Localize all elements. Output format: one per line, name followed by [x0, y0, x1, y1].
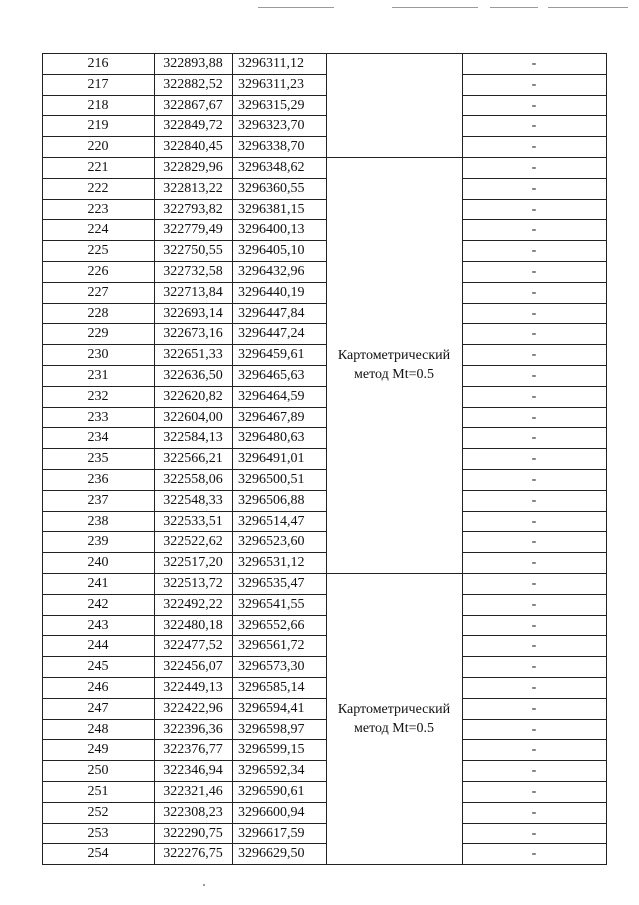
table-vertical-line	[154, 53, 155, 865]
table-horizontal-line	[462, 802, 607, 803]
table-row	[42, 656, 606, 677]
table-vertical-line	[42, 53, 43, 865]
value-cell: -	[531, 680, 537, 695]
table-row	[42, 199, 606, 220]
table-horizontal-line	[42, 261, 327, 262]
table-row	[42, 615, 606, 636]
x-coordinate: 322480,18	[163, 617, 223, 633]
x-coordinate: 322849,72	[163, 118, 223, 134]
table-horizontal-line	[42, 760, 327, 761]
y-coordinate: 3296617,59	[238, 825, 305, 841]
point-number: 247	[87, 700, 109, 716]
table-horizontal-line	[462, 115, 607, 116]
y-coordinate: 3296467,89	[238, 409, 305, 425]
table-horizontal-line	[42, 698, 327, 699]
method-line-1: Картометрический	[337, 701, 451, 717]
value-cell: -	[531, 513, 537, 529]
y-coordinate: 3296405,10	[238, 243, 305, 259]
value-cell: -	[531, 784, 537, 799]
table-horizontal-line	[42, 823, 327, 824]
value-cell: -	[531, 264, 537, 279]
table-horizontal-line	[462, 261, 607, 262]
table-horizontal-line	[462, 739, 607, 740]
table-horizontal-line	[42, 615, 327, 616]
x-coordinate: 322713,84	[163, 284, 223, 300]
point-number: 242	[87, 596, 109, 612]
table-horizontal-line	[462, 635, 607, 636]
value-cell: -	[531, 472, 537, 487]
y-coordinate: 3296506,88	[238, 492, 305, 508]
value-cell: -	[531, 534, 537, 550]
table-row	[42, 386, 606, 407]
x-coordinate: 322308,23	[163, 804, 223, 820]
table-row	[42, 53, 606, 74]
table-row	[42, 365, 606, 386]
table-row	[42, 552, 606, 573]
point-number: 246	[87, 680, 109, 695]
table-horizontal-line	[42, 157, 327, 158]
point-number: 254	[87, 846, 109, 862]
x-coordinate: 322548,33	[163, 492, 223, 508]
y-coordinate: 3296432,96	[238, 264, 305, 279]
y-coordinate: 3296535,47	[238, 576, 305, 591]
table-row	[42, 282, 606, 303]
table-horizontal-line	[462, 448, 607, 449]
y-coordinate: 3296514,47	[238, 513, 305, 529]
x-coordinate: 322813,22	[163, 180, 223, 196]
point-number: 251	[87, 784, 109, 799]
table-row	[42, 802, 606, 823]
y-coordinate: 3296531,12	[238, 555, 305, 571]
point-number: 216	[87, 56, 109, 71]
x-coordinate: 322893,88	[163, 56, 223, 71]
value-cell: -	[531, 700, 537, 716]
table-row	[42, 240, 606, 261]
point-number: 240	[87, 555, 109, 571]
x-coordinate: 322522,62	[163, 534, 223, 550]
header-rule-2	[392, 7, 478, 8]
table-row	[42, 219, 606, 240]
table-horizontal-line	[326, 864, 463, 865]
table-row	[42, 469, 606, 490]
y-coordinate: 3296480,63	[238, 430, 305, 446]
value-cell: -	[531, 388, 537, 404]
y-coordinate: 3296381,15	[238, 201, 305, 217]
value-cell: -	[531, 160, 537, 175]
y-coordinate: 3296360,55	[238, 180, 305, 196]
point-number: 253	[87, 825, 109, 841]
table-horizontal-line	[42, 386, 327, 387]
point-number: 248	[87, 721, 109, 737]
table-row	[42, 781, 606, 802]
x-coordinate: 322673,16	[163, 326, 223, 342]
value-cell: -	[531, 243, 537, 259]
y-coordinate: 3296590,61	[238, 784, 305, 799]
value-cell: -	[531, 846, 537, 862]
x-coordinate: 322651,33	[163, 347, 223, 363]
table-horizontal-line	[462, 656, 607, 657]
y-coordinate: 3296447,84	[238, 305, 305, 321]
value-cell: -	[531, 409, 537, 425]
x-coordinate: 322793,82	[163, 201, 223, 217]
y-coordinate: 3296348,62	[238, 160, 305, 175]
value-cell: -	[531, 659, 537, 675]
value-cell: -	[531, 763, 537, 779]
table-horizontal-line	[462, 698, 607, 699]
table-horizontal-line	[42, 719, 327, 720]
table-horizontal-line	[42, 303, 327, 304]
table-row	[42, 760, 606, 781]
table-horizontal-line	[42, 219, 327, 220]
table-horizontal-line	[42, 594, 327, 595]
table-row	[42, 823, 606, 844]
point-number: 252	[87, 804, 109, 820]
table-horizontal-line	[42, 781, 327, 782]
header-rule-1	[258, 7, 334, 8]
value-cell: -	[531, 742, 537, 758]
x-coordinate: 322584,13	[163, 430, 223, 446]
table-horizontal-line	[42, 552, 327, 553]
value-cell: -	[531, 576, 537, 591]
point-number: 226	[87, 264, 109, 279]
x-coordinate: 322620,82	[163, 388, 223, 404]
y-coordinate: 3296311,23	[238, 76, 304, 92]
table-horizontal-line	[462, 365, 607, 366]
x-coordinate: 322513,72	[163, 576, 223, 591]
method-line-2: метод Mt=0.5	[354, 367, 434, 382]
x-coordinate: 322449,13	[163, 680, 223, 695]
point-number: 229	[87, 326, 109, 342]
table-horizontal-line	[42, 802, 327, 803]
table-horizontal-line	[462, 53, 607, 54]
y-coordinate: 3296323,70	[238, 118, 305, 134]
value-cell: -	[531, 326, 537, 342]
value-cell: -	[531, 56, 537, 71]
value-cell: -	[531, 804, 537, 820]
point-number: 245	[87, 659, 109, 675]
value-cell: -	[531, 284, 537, 300]
value-cell: -	[531, 617, 537, 633]
header-rule-3	[490, 7, 538, 8]
table-horizontal-line	[42, 365, 327, 366]
value-cell: -	[531, 201, 537, 217]
y-coordinate: 3296500,51	[238, 472, 305, 487]
table-row	[42, 739, 606, 760]
y-coordinate: 3296491,01	[238, 451, 305, 467]
table-horizontal-line	[462, 781, 607, 782]
point-number: 221	[87, 160, 109, 175]
table-horizontal-line	[42, 843, 327, 844]
table-horizontal-line	[42, 323, 327, 324]
x-coordinate: 322396,36	[163, 721, 223, 737]
table-horizontal-line	[42, 511, 327, 512]
point-number: 236	[87, 472, 109, 487]
x-coordinate: 322422,96	[163, 700, 223, 716]
table-horizontal-line	[462, 282, 607, 283]
y-coordinate: 3296594,41	[238, 700, 305, 716]
table-row	[42, 511, 606, 532]
point-number: 230	[87, 347, 109, 363]
table-row	[42, 594, 606, 615]
table-horizontal-line	[462, 864, 607, 865]
table-horizontal-line	[42, 635, 327, 636]
table-horizontal-line	[326, 573, 463, 574]
table-horizontal-line	[462, 490, 607, 491]
point-number: 234	[87, 430, 109, 446]
x-coordinate: 322829,96	[163, 160, 223, 175]
method-line-1: Картометрический	[337, 348, 451, 363]
point-number: 237	[87, 492, 109, 508]
table-row	[42, 115, 606, 136]
value-cell: -	[531, 555, 537, 571]
table-horizontal-line	[326, 53, 463, 54]
table-horizontal-line	[462, 760, 607, 761]
y-coordinate: 3296459,61	[238, 347, 305, 363]
value-cell: -	[531, 97, 537, 113]
table-horizontal-line	[462, 240, 607, 241]
table-horizontal-line	[42, 95, 327, 96]
table-horizontal-line	[462, 843, 607, 844]
point-number: 239	[87, 534, 109, 550]
y-coordinate: 3296600,94	[238, 804, 305, 820]
point-number: 233	[87, 409, 109, 425]
point-number: 223	[87, 201, 109, 217]
table-horizontal-line	[42, 469, 327, 470]
point-number: 228	[87, 305, 109, 321]
table-horizontal-line	[462, 136, 607, 137]
y-coordinate: 3296338,70	[238, 139, 305, 155]
table-horizontal-line	[42, 115, 327, 116]
table-row	[42, 490, 606, 511]
table-row	[42, 178, 606, 199]
value-cell: -	[531, 180, 537, 196]
table-horizontal-line	[462, 303, 607, 304]
point-number: 217	[87, 76, 109, 92]
table-horizontal-line	[42, 199, 327, 200]
table-horizontal-line	[462, 469, 607, 470]
table-vertical-line	[606, 53, 607, 865]
y-coordinate: 3296464,59	[238, 388, 305, 404]
x-coordinate: 322732,58	[163, 264, 223, 279]
value-cell: -	[531, 368, 537, 383]
x-coordinate: 322867,67	[163, 97, 223, 113]
y-coordinate: 3296552,66	[238, 617, 305, 633]
table-row	[42, 261, 606, 282]
x-coordinate: 322840,45	[163, 139, 223, 155]
table-horizontal-line	[462, 344, 607, 345]
table-horizontal-line	[42, 427, 327, 428]
table-horizontal-line	[462, 407, 607, 408]
y-coordinate: 3296311,12	[238, 56, 304, 71]
table-row	[42, 573, 606, 594]
table-horizontal-line	[42, 282, 327, 283]
x-coordinate: 322346,94	[163, 763, 223, 779]
x-coordinate: 322779,49	[163, 222, 223, 238]
value-cell: -	[531, 451, 537, 467]
y-coordinate: 3296592,34	[238, 763, 305, 779]
table-horizontal-line	[462, 386, 607, 387]
table-row	[42, 323, 606, 344]
table-horizontal-line	[462, 74, 607, 75]
y-coordinate: 3296598,97	[238, 721, 305, 737]
table-row	[42, 427, 606, 448]
table-horizontal-line	[462, 677, 607, 678]
table-row	[42, 531, 606, 552]
table-row	[42, 74, 606, 95]
point-number: 219	[87, 118, 109, 134]
table-horizontal-line	[42, 74, 327, 75]
y-coordinate: 3296523,60	[238, 534, 305, 550]
value-cell: -	[531, 638, 537, 654]
table-horizontal-line	[462, 531, 607, 532]
x-coordinate: 322533,51	[163, 513, 223, 529]
x-coordinate: 322276,75	[163, 846, 223, 862]
y-coordinate: 3296573,30	[238, 659, 305, 675]
table-horizontal-line	[462, 615, 607, 616]
x-coordinate: 322636,50	[163, 368, 223, 383]
y-coordinate: 3296465,63	[238, 368, 305, 383]
table-row	[42, 136, 606, 157]
table-horizontal-line	[462, 427, 607, 428]
point-number: 244	[87, 638, 109, 654]
y-coordinate: 3296440,19	[238, 284, 305, 300]
x-coordinate: 322477,52	[163, 638, 223, 654]
table-horizontal-line	[42, 407, 327, 408]
table-row	[42, 157, 606, 178]
value-cell: -	[531, 492, 537, 508]
scan-speck	[203, 884, 205, 886]
value-cell: -	[531, 222, 537, 238]
value-cell: -	[531, 596, 537, 612]
x-coordinate: 322321,46	[163, 784, 223, 799]
table-horizontal-line	[42, 448, 327, 449]
table-horizontal-line	[462, 199, 607, 200]
table-horizontal-line	[42, 53, 327, 54]
y-coordinate: 3296400,13	[238, 222, 305, 238]
table-row	[42, 344, 606, 365]
y-coordinate: 3296599,15	[238, 742, 305, 758]
table-horizontal-line	[42, 573, 327, 574]
table-horizontal-line	[462, 178, 607, 179]
point-number: 249	[87, 742, 109, 758]
table-horizontal-line	[462, 323, 607, 324]
header-rule-4	[548, 7, 628, 8]
table-horizontal-line	[462, 219, 607, 220]
x-coordinate: 322376,77	[163, 742, 223, 758]
x-coordinate: 322693,14	[163, 305, 223, 321]
point-number: 220	[87, 139, 109, 155]
table-horizontal-line	[42, 677, 327, 678]
value-cell: -	[531, 825, 537, 841]
y-coordinate: 3296315,29	[238, 97, 305, 113]
point-number: 224	[87, 222, 109, 238]
table-vertical-line	[232, 53, 233, 865]
method-line-2: метод Mt=0.5	[354, 720, 434, 736]
point-number: 225	[87, 243, 109, 259]
table-horizontal-line	[42, 864, 327, 865]
point-number: 232	[87, 388, 109, 404]
point-number: 231	[87, 368, 109, 383]
table-vertical-line	[462, 53, 463, 865]
table-row	[42, 677, 606, 698]
table-row	[42, 95, 606, 116]
table-horizontal-line	[42, 739, 327, 740]
x-coordinate: 322517,20	[163, 555, 223, 571]
table-row	[42, 635, 606, 656]
x-coordinate: 322558,06	[163, 472, 223, 487]
table-row	[42, 719, 606, 740]
table-horizontal-line	[462, 157, 607, 158]
table-horizontal-line	[462, 511, 607, 512]
point-number: 222	[87, 180, 109, 196]
value-cell: -	[531, 721, 537, 737]
table-horizontal-line	[42, 136, 327, 137]
y-coordinate: 3296585,14	[238, 680, 305, 695]
table-row	[42, 698, 606, 719]
table-horizontal-line	[462, 823, 607, 824]
table-horizontal-line	[42, 178, 327, 179]
table-horizontal-line	[462, 552, 607, 553]
x-coordinate: 322492,22	[163, 596, 223, 612]
method-cell	[326, 700, 462, 738]
table-row	[42, 448, 606, 469]
x-coordinate: 322290,75	[163, 825, 223, 841]
value-cell: -	[531, 118, 537, 134]
table-vertical-line	[326, 53, 327, 865]
y-coordinate: 3296447,24	[238, 326, 305, 342]
table-horizontal-line	[42, 531, 327, 532]
method-cell	[326, 346, 462, 384]
value-cell: -	[531, 430, 537, 446]
table-horizontal-line	[42, 240, 327, 241]
table-row	[42, 407, 606, 428]
value-cell: -	[531, 305, 537, 321]
x-coordinate: 322882,52	[163, 76, 223, 92]
x-coordinate: 322456,07	[163, 659, 223, 675]
table-horizontal-line	[462, 573, 607, 574]
table-row	[42, 843, 606, 864]
point-number: 218	[87, 97, 109, 113]
point-number: 238	[87, 513, 109, 529]
table-horizontal-line	[462, 719, 607, 720]
value-cell: -	[531, 139, 537, 155]
table-horizontal-line	[42, 656, 327, 657]
table-horizontal-line	[326, 157, 463, 158]
table-row	[42, 303, 606, 324]
table-horizontal-line	[462, 95, 607, 96]
point-number: 243	[87, 617, 109, 633]
x-coordinate: 322750,55	[163, 243, 223, 259]
point-number: 235	[87, 451, 109, 467]
y-coordinate: 3296541,55	[238, 596, 305, 612]
x-coordinate: 322604,00	[163, 409, 223, 425]
x-coordinate: 322566,21	[163, 451, 223, 467]
table-horizontal-line	[42, 344, 327, 345]
y-coordinate: 3296629,50	[238, 846, 305, 862]
table-horizontal-line	[42, 490, 327, 491]
y-coordinate: 3296561,72	[238, 638, 305, 654]
value-cell: -	[531, 76, 537, 92]
point-number: 250	[87, 763, 109, 779]
value-cell: -	[531, 347, 537, 363]
point-number: 227	[87, 284, 109, 300]
point-number: 241	[87, 576, 109, 591]
table-horizontal-line	[462, 594, 607, 595]
